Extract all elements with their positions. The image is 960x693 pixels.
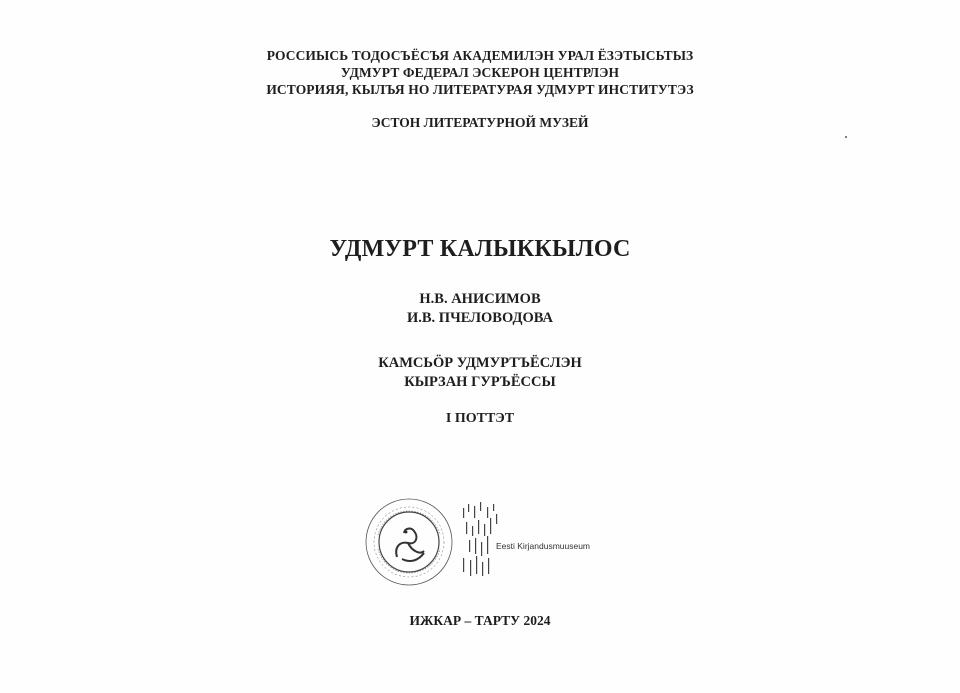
subtitle-block: [0, 354, 960, 392]
author-name: И.В. ПЧЕЛОВОДОВА: [406, 310, 554, 326]
udmurt-institute-seal-icon: [364, 497, 454, 587]
volume-label: I ПОТТЭТ: [445, 411, 515, 426]
museum-name: ЭСТОН ЛИТЕРАТУРНОЙ МУЗЕЙ: [371, 115, 589, 130]
imprint-line: ИЖКАР – ТАРТУ 2024: [409, 613, 551, 628]
subtitle-line: КЫРЗАН ГУРЪЁССЫ: [404, 374, 556, 390]
institution-line: УДМУРТ ФЕДЕРАЛ ЭСКЕРОН ЦЕНТРЛЭН: [340, 65, 620, 80]
author-name: Н.В. АНИСИМОВ: [419, 291, 541, 307]
institution-line: ИСТОРИЯЯ, КЫЛЪЯ НО ЛИТЕРАТУРАЯ УДМУРТ ИНСТИТУТЭЗ: [266, 82, 694, 97]
eesti-kirjandusmuuseum-mark-icon: [460, 502, 500, 578]
volume-block: [0, 410, 960, 428]
imprint-block: [0, 612, 960, 629]
book-title-block: [0, 234, 960, 264]
museum-logo-name: Eesti Kirjandusmuuseum: [496, 541, 591, 551]
institution-line: РОССИЫСЬ ТОДОСЪЁСЪЯ АКАДЕМИЛЭН УРАЛ ЁЗЭТЫСЬТЫЗ: [266, 48, 694, 63]
authors-block: [0, 290, 960, 328]
institution-header: [0, 47, 960, 98]
book-title: УДМУРТ КАЛЫККЫЛОС: [329, 236, 631, 262]
subtitle-line: КАМСЬÖР УДМУРТЪЁСЛЭН: [378, 355, 582, 371]
co-publisher: [0, 114, 960, 131]
scan-speck: [845, 136, 847, 138]
